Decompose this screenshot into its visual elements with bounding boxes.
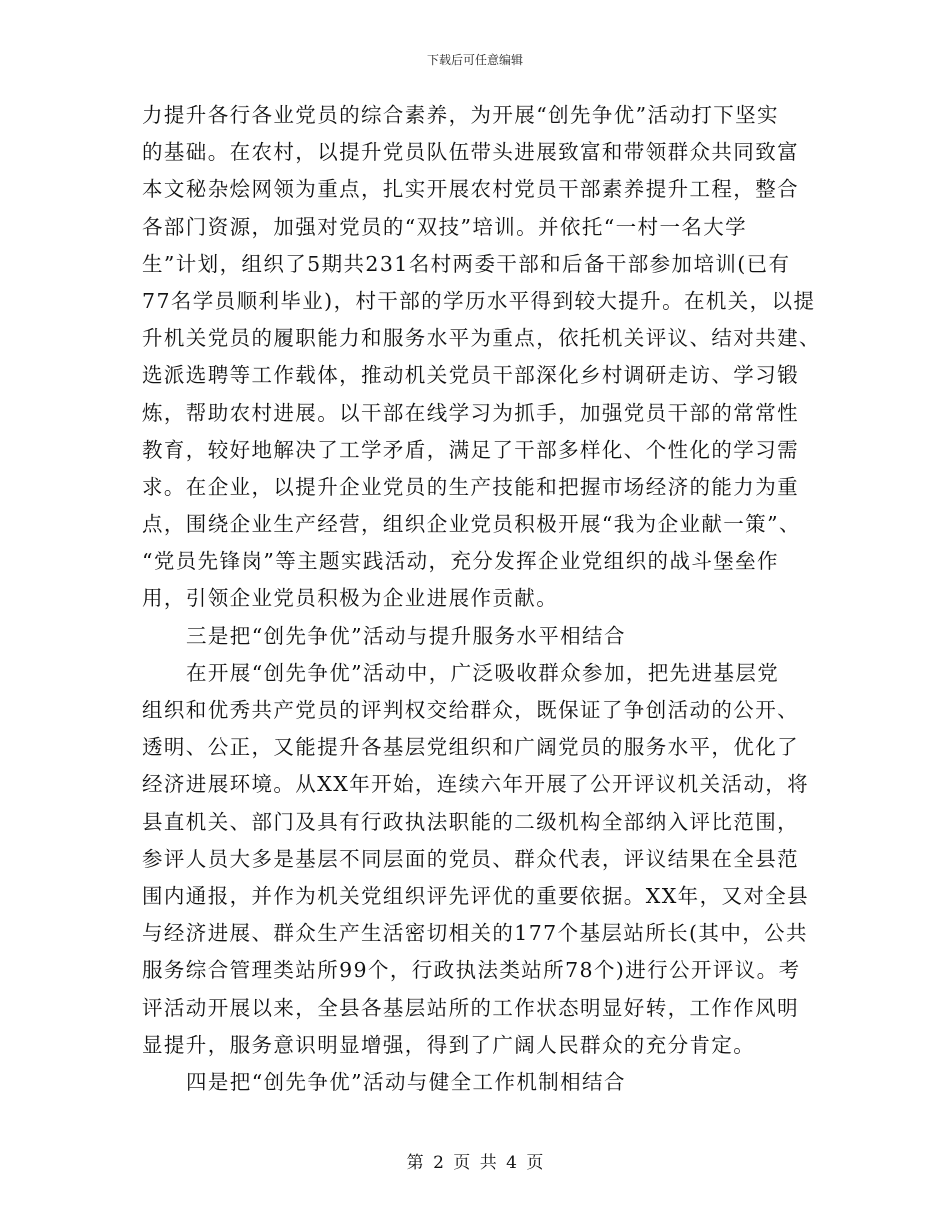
section-heading: 三是把“创先争优”活动与提升服务水平相结合 xyxy=(186,623,626,648)
section-heading: 四是把“创先争优”活动与健全工作机制相结合 xyxy=(186,1069,626,1094)
body-line: 显提升，服务意识明显增强，得到了广阔人民群众的充分肯定。 xyxy=(142,1032,756,1057)
body-line: “党员先锋岗”等主题实践活动，充分发挥企业党组织的战斗堡垒作 xyxy=(142,549,779,574)
body-line: 各部门资源，加强对党员的“双技”培训。并依托“一村一名大学 xyxy=(142,214,748,239)
body-line: 透明、公正，又能提升各基层党组织和广阔党员的服务水平，优化了 xyxy=(142,735,799,760)
page-number-footer: 第 2 页 共 4 页 xyxy=(406,1153,544,1173)
body-line: 力提升各行各业党员的综合素养，为开展“创先争优”活动打下坚实 xyxy=(142,103,779,127)
body-line: 生”计划，组织了5期共231名村两委干部和后备干部参加培训(已有 xyxy=(142,251,791,276)
body-line: 用，引领企业党员积极为企业进展作贡献。 xyxy=(142,586,559,611)
body-line: 服务综合管理类站所99个，行政执法类站所78个)进行公开评议。考 xyxy=(142,958,801,983)
body-line: 县直机关、部门及具有行政执法职能的二级机构全部纳入评比范围， xyxy=(142,809,799,834)
document-body xyxy=(142,97,822,1101)
body-line: 评活动开展以来，全县各基层站所的工作状态明显好转，工作作风明 xyxy=(142,995,799,1020)
body-line: 选派选聘等工作载体，推动机关党员干部深化乡村调研走访、学习锻 xyxy=(142,363,799,388)
paragraph-first-line: 在开展“创先争优”活动中，广泛吸收群众参加，把先进基层党 xyxy=(186,660,780,685)
body-line: 参评人员大多是基层不同层面的党员、群众代表，评议结果在全县范 xyxy=(142,846,799,871)
body-line: 组织和优秀共产党员的评判权交给群众，既保证了争创活动的公开、 xyxy=(142,698,799,722)
body-line: 围内通报，并作为机关党组织评先评优的重要依据。XX年，又对全县 xyxy=(142,883,810,908)
page-header: 下载后可任意编辑 xyxy=(426,53,523,67)
body-line: 点，围绕企业生产经营，组织企业党员积极开展“我为企业献一策”、 xyxy=(142,512,801,537)
body-line: 升机关党员的履职能力和服务水平为重点，依托机关评议、结对共建、 xyxy=(142,326,821,351)
body-line: 的基础。在农村，以提升党员队伍带头进展致富和带领群众共同致富 xyxy=(142,140,799,165)
body-line: 与经济进展、群众生产生活密切相关的177个基层站所长(其中，公共 xyxy=(142,921,808,946)
body-line: 教育，较好地解决了工学矛盾，满足了干部多样化、个性化的学习需 xyxy=(142,437,799,462)
body-line: 本文秘杂烩网领为重点，扎实开展农村党员干部素养提升工程，整合 xyxy=(142,177,799,202)
body-line: 求。在企业，以提升企业党员的生产技能和把握市场经济的能力为重 xyxy=(142,474,799,499)
body-line: 炼，帮助农村进展。以干部在线学习为抓手，加强党员干部的常常性 xyxy=(142,400,799,425)
body-line: 经济进展环境。从XX年开始，连续六年开展了公开评议机关活动，将 xyxy=(142,772,810,797)
body-line: 77名学员顺利毕业)，村干部的学历水平得到较大提升。在机关，以提 xyxy=(142,288,816,313)
